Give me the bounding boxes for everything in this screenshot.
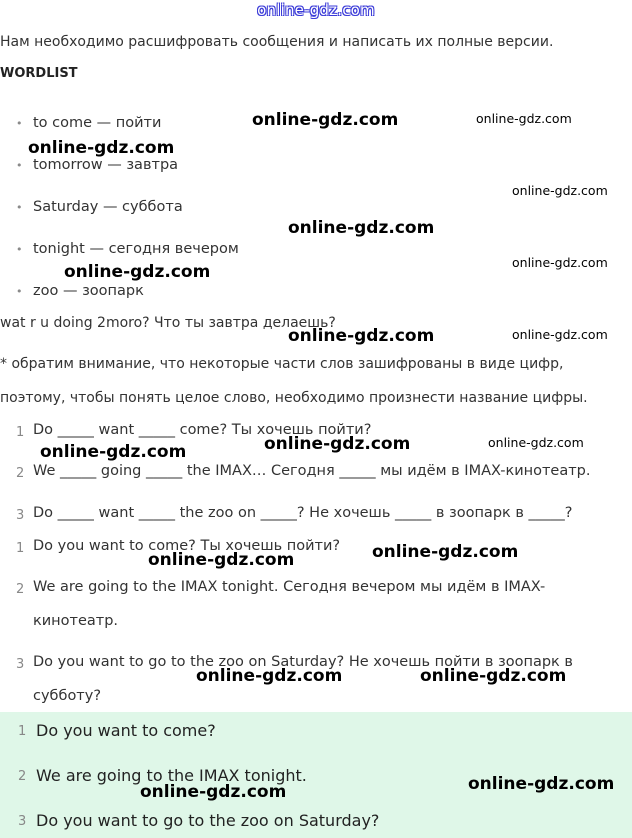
watermark: online-gdz.com bbox=[512, 183, 608, 198]
watermark: online-gdz.com bbox=[252, 110, 399, 130]
wordlist-item-text: zoo — зоопарк bbox=[33, 283, 144, 299]
watermark: online-gdz.com bbox=[468, 774, 615, 794]
watermark: online-gdz.com bbox=[140, 782, 287, 802]
final-answer-number: 1 bbox=[18, 724, 27, 739]
answer-text-continued: кинотеатр. bbox=[33, 613, 119, 629]
wordlist-item-text: to come — пойти bbox=[33, 115, 162, 131]
answer-text: We are going to the IMAX tonight. Сегодня вечером мы идём в IMAX- bbox=[33, 579, 546, 595]
answer-text-continued: субботу? bbox=[33, 688, 102, 704]
answer-number: 3 bbox=[16, 657, 25, 672]
wordlist-heading: WORDLIST bbox=[0, 66, 78, 81]
final-answer-text: We are going to the IMAX tonight. bbox=[36, 766, 307, 785]
watermark: online-gdz.com bbox=[28, 138, 175, 158]
watermark: online-gdz.com bbox=[420, 666, 567, 686]
bullet-icon: • bbox=[16, 201, 23, 214]
watermark: online-gdz.com bbox=[64, 262, 211, 282]
note-line-1: * обратим внимание, что некоторые части слов зашифрованы в виде цифр, bbox=[0, 356, 564, 372]
final-answer-number: 3 bbox=[18, 814, 27, 829]
answer-number: 1 bbox=[16, 541, 25, 556]
watermark: online-gdz.com bbox=[264, 434, 411, 454]
task-number: 1 bbox=[16, 425, 25, 440]
bullet-icon: • bbox=[16, 117, 23, 130]
task-text: Do _____ want _____ come? Ты хочешь пойти? bbox=[33, 422, 372, 438]
note-line-2: поэтому, чтобы понять целое слово, необходимо произнести название цифры. bbox=[0, 390, 588, 406]
final-answer-number: 2 bbox=[18, 769, 27, 784]
task-number: 3 bbox=[16, 508, 25, 523]
answer-text: Do you want to go to the zoo on Saturday? Не хочешь пойти в зоопарк в bbox=[33, 654, 573, 670]
bullet-icon: • bbox=[16, 243, 23, 256]
watermark: online-gdz.com bbox=[476, 111, 572, 126]
bullet-icon: • bbox=[16, 285, 23, 298]
watermark: online-gdz.com bbox=[512, 327, 608, 342]
watermark: online-gdz.com bbox=[148, 550, 295, 570]
header-watermark: online-gdz.com bbox=[257, 1, 375, 19]
wordlist-item-text: tomorrow — завтра bbox=[33, 157, 179, 173]
final-answer-text: Do you want to come? bbox=[36, 721, 216, 740]
watermark: online-gdz.com bbox=[372, 542, 519, 562]
example-message: wat r u doing 2moro? Что ты завтра делаешь? bbox=[0, 315, 336, 331]
watermark: online-gdz.com bbox=[288, 218, 435, 238]
watermark: online-gdz.com bbox=[288, 326, 435, 346]
answer-number: 2 bbox=[16, 582, 25, 597]
final-answer-text: Do you want to go to the zoo on Saturday? bbox=[36, 811, 380, 830]
watermark: online-gdz.com bbox=[488, 435, 584, 450]
task-text: We _____ going _____ the IMAX… Сегодня _____ мы идём в IMAX-кинотеатр. bbox=[33, 463, 591, 479]
intro-text: Нам необходимо расшифровать сообщения и написать их полные версии. bbox=[0, 34, 554, 50]
watermark: online-gdz.com bbox=[512, 255, 608, 270]
wordlist-item-text: Saturday — суббота bbox=[33, 199, 183, 215]
watermark: online-gdz.com bbox=[196, 666, 343, 686]
bullet-icon: • bbox=[16, 159, 23, 172]
task-number: 2 bbox=[16, 466, 25, 481]
answer-text: Do you want to come? Ты хочешь пойти? bbox=[33, 538, 341, 554]
wordlist-item-text: tonight — сегодня вечером bbox=[33, 241, 239, 257]
task-text: Do _____ want _____ the zoo on _____? Не хочешь _____ в зоопарк в _____? bbox=[33, 505, 573, 521]
watermark: online-gdz.com bbox=[40, 442, 187, 462]
